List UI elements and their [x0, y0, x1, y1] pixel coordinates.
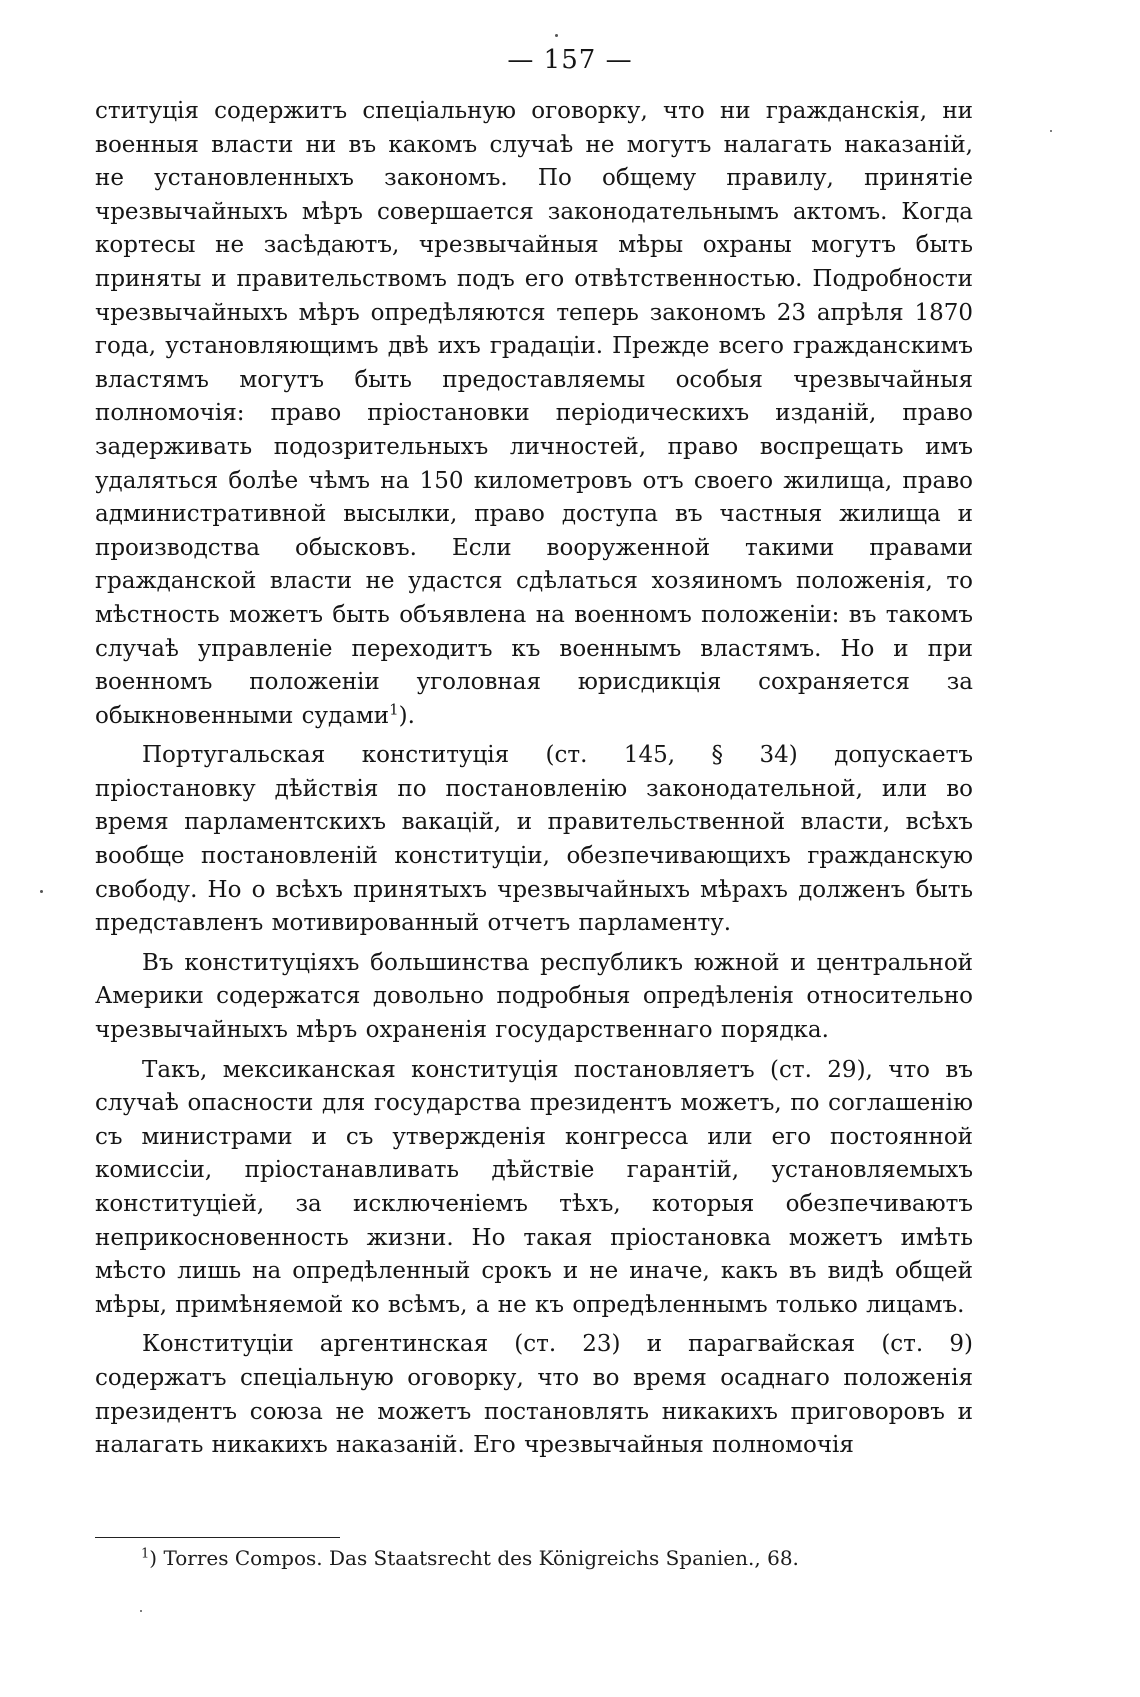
footnote-reference: 1: [389, 700, 399, 719]
scan-speck: [140, 1610, 142, 1612]
page-number: — 157 —: [507, 45, 633, 75]
footnote: [141, 1544, 961, 1572]
paragraph-argentina-paraguay: Конституціи аргентинская (ст. 23) и парагвайская (ст. 9) содержатъ спеціальную оговорку, что во время осаднаго положенія президентъ союза не можетъ постановлять никакихъ приговоровъ и налагать никакихъ наказаній. Его чрезвычайныя полномочія: [95, 1331, 973, 1459]
paragraph-portugal: Португальская конституція (ст. 145, § 34) допускаетъ пріостановку дѣйствія по постановленію законодательной, или во время парламентскихъ вакацій, и правительственной власти, всѣхъ вообще постановленій конституціи, обезпечивающихъ гражданскую свободу. Но о всѣхъ принятыхъ чрезвычайныхъ мѣрахъ долженъ быть представленъ мотивированный отчетъ парламенту.: [95, 742, 973, 937]
paragraph-mexico: Такъ, мексиканская конституція постановляетъ (ст. 29), что въ случаѣ опасности для государства президентъ можетъ, по соглашенію съ министрами и съ утвержденія конгресса или его постоянной комиссіи, пріостанавливать дѣйствіе гарантій, установляемыхъ конституціей, за исключеніемъ тѣхъ, которыя обезпечиваютъ неприкосновенность жизни. Но такая пріостановка можетъ имѣть мѣсто лишь на опредѣленный срокъ и не иначе, какъ въ видѣ общей мѣры, примѣняемой ко всѣмъ, а не къ опредѣленнымъ только лицамъ.: [95, 1056, 973, 1318]
paragraph-tail: ).: [398, 702, 415, 729]
scan-speck: [40, 890, 43, 893]
paragraph-continued: [95, 95, 973, 733]
footnote-text: ) Torres Compos. Das Staatsrecht des Königreichs Spanien., 68.: [149, 1546, 799, 1570]
scan-speck: [1050, 130, 1052, 132]
paragraph-americas: Въ конституціяхъ большинства республикъ южной и центральной Америки содержатся довольно подробныя опредѣленія относительно чрезвычайныхъ мѣръ охраненія государственнаго порядка.: [95, 949, 973, 1044]
footnote-divider: [95, 1537, 340, 1538]
main-text: [95, 95, 973, 1469]
scan-speck: [555, 34, 558, 37]
footnote-mark: 1: [141, 1546, 150, 1562]
paragraph-text: ституція содержитъ спеціальную оговорку, что ни гражданскія, ни военныя власти ни въ какомъ случаѣ не могутъ налагать наказаній, не установленныхъ закономъ. По общему правилу, принятіе чрезвычайныхъ мѣръ совершается законодательнымъ актомъ. Когда кортесы не засѣдаютъ, чрезвычайныя мѣры охраны могутъ быть приняты и правительствомъ подъ его отвѣтственностью. Подробности чрезвычайныхъ мѣръ опредѣляются теперь закономъ 23 апрѣля 1870 года, установляющимъ двѣ ихъ градаціи. Прежде всего гражданскимъ властямъ могутъ быть предоставляемы особыя чрезвычайныя полномочія: право пріостановки періодическихъ изданій, право задерживать подозрительныхъ личностей, право воспрещать имъ удаляться болѣе чѣмъ на 150 километровъ отъ своего жилища, право административной высылки, право доступа въ частныя жилища и производства обысковъ. Если вооруженной такими правами гражданской власти не удастся сдѣлаться хозяиномъ положенія, то мѣстность можетъ быть объявлена на военномъ положеніи: въ такомъ случаѣ управленіе переходитъ къ военнымъ властямъ. Но и при военномъ положеніи уголовная юрисдикція сохраняется за обыкновенными судами: [95, 98, 973, 729]
